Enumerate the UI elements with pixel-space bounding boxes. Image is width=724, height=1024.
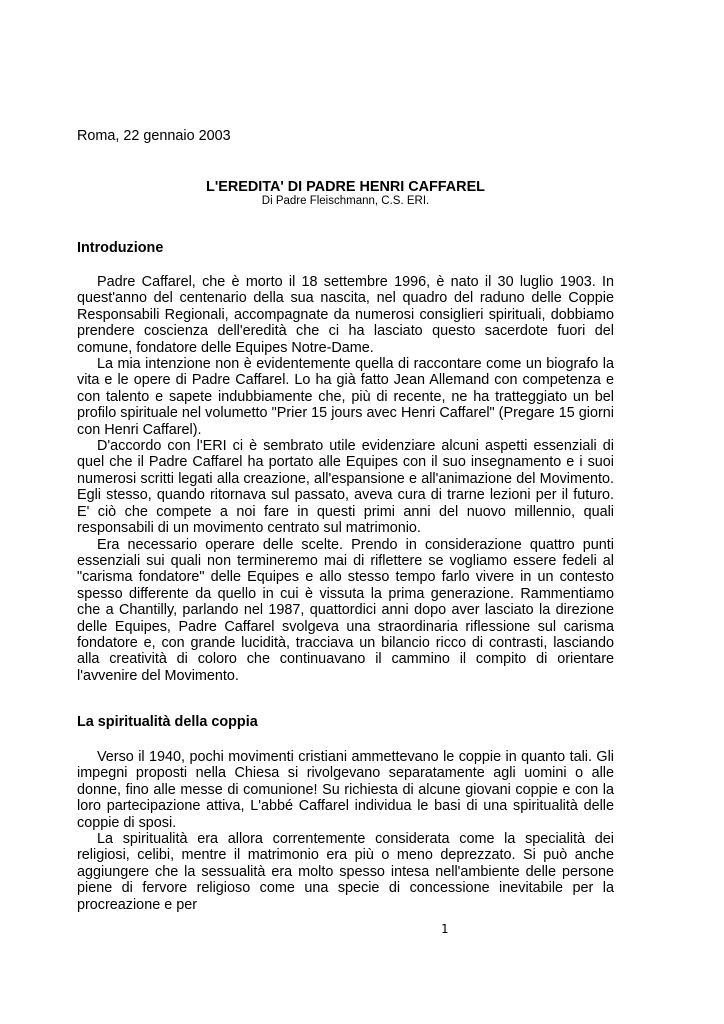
paragraph: Verso il 1940, pochi movimenti cristiani ammettevano le coppie in quanto tali. Gli impegni proposti nella Chiesa si rivolgevano separatamente agli uomini o alle donne, fino alle messe di comunione! Su richiesta di alcune giovani coppie e con la loro partecipazione attiva, L'abbé Caffarel individua le basi di una spiritualità delle coppie di sposi. xyxy=(77,749,614,831)
document-byline: Di Padre Fleischmann, C.S. ERI. xyxy=(261,195,430,207)
paragraph: Era necessario operare delle scelte. Prendo in considerazione quattro punti essenziali sui quali non termineremo mai di riflettere se vogliamo essere fedeli al "carisma fondatore" delle Equipes e allo stesso tempo farlo vivere in un contesto spesso differente da quello in cui è vissuta la prima generazione. Rammentiamo che a Chantilly, parlando nel 1987, quattordici anni dopo aver lasciato la direzione delle Equipes, Padre Caffarel svolgeva una straordinaria riflessione sul carisma fondatore e, con grande lucidità, tracciava un bilancio ricco di contrasti, lasciando alla creatività di coloro che continuavano il cammino il compito di orientare l'avvenire del Movimento. xyxy=(77,536,614,684)
paragraph: La mia intenzione non è evidentemente quella di raccontare come un biografo la vita e le opere di Padre Caffarel. Lo ha già fatto Jean Allemand con competenza e con talento e sapete indubbiamente che, più di recente, ne ha tratteggiato un bel profilo spirituale nel volumetto "Prier 15 jours avec Henri Caffarel" (Pregare 15 giorni con Henri Caffarel). xyxy=(77,356,614,438)
section-heading-introduzione: Introduzione xyxy=(77,240,164,256)
paragraph: D'accordo con l'ERI ci è sembrato utile evidenziare alcuni aspetti essenziali di quel che il Padre Caffarel ha portato alle Equipes con il suo insegnamento e i suoi numerosi scritti legati alla creazione, all'espansione e all'animazione del Movimento. Egli stesso, quando ritornava sul passato, aveva cura di trarne lezioni per il futuro. E' ciò che compete a noi fare in questi primi anni del nuovo millennio, quali responsabili di un movimento centrato sul matrimonio. xyxy=(77,438,614,537)
paragraph: La spiritualità era allora correntemente considerata come la specialità dei religiosi, celibi, mentre il matrimonio era più o meno deprezzato. Si può anche aggiungere che la sessualità era molto spesso intesa nell'ambiente delle persone piene di fervore religioso come una specie di concessione inevitabile per la procreazione e per xyxy=(77,831,614,913)
section-body-spiritualita xyxy=(77,749,614,913)
document-date: Roma, 22 gennaio 2003 xyxy=(77,128,231,144)
section-heading-spiritualita: La spiritualità della coppia xyxy=(77,714,258,730)
document-title: L'EREDITA' DI PADRE HENRI CAFFAREL xyxy=(206,179,485,195)
page-number: 1 xyxy=(441,922,449,936)
paragraph: Padre Caffarel, che è morto il 18 settembre 1996, è nato il 30 luglio 1903. In quest'anno del centenario della sua nascita, nel quadro del raduno delle Coppie Responsabili Regionali, accompagnate da numerosi consiglieri spirituali, dobbiamo prendere coscienza dell'eredità che ci ha lasciato questo sacerdote fuori del comune, fondatore delle Equipes Notre-Dame. xyxy=(77,274,614,356)
section-body-introduzione xyxy=(77,274,614,684)
